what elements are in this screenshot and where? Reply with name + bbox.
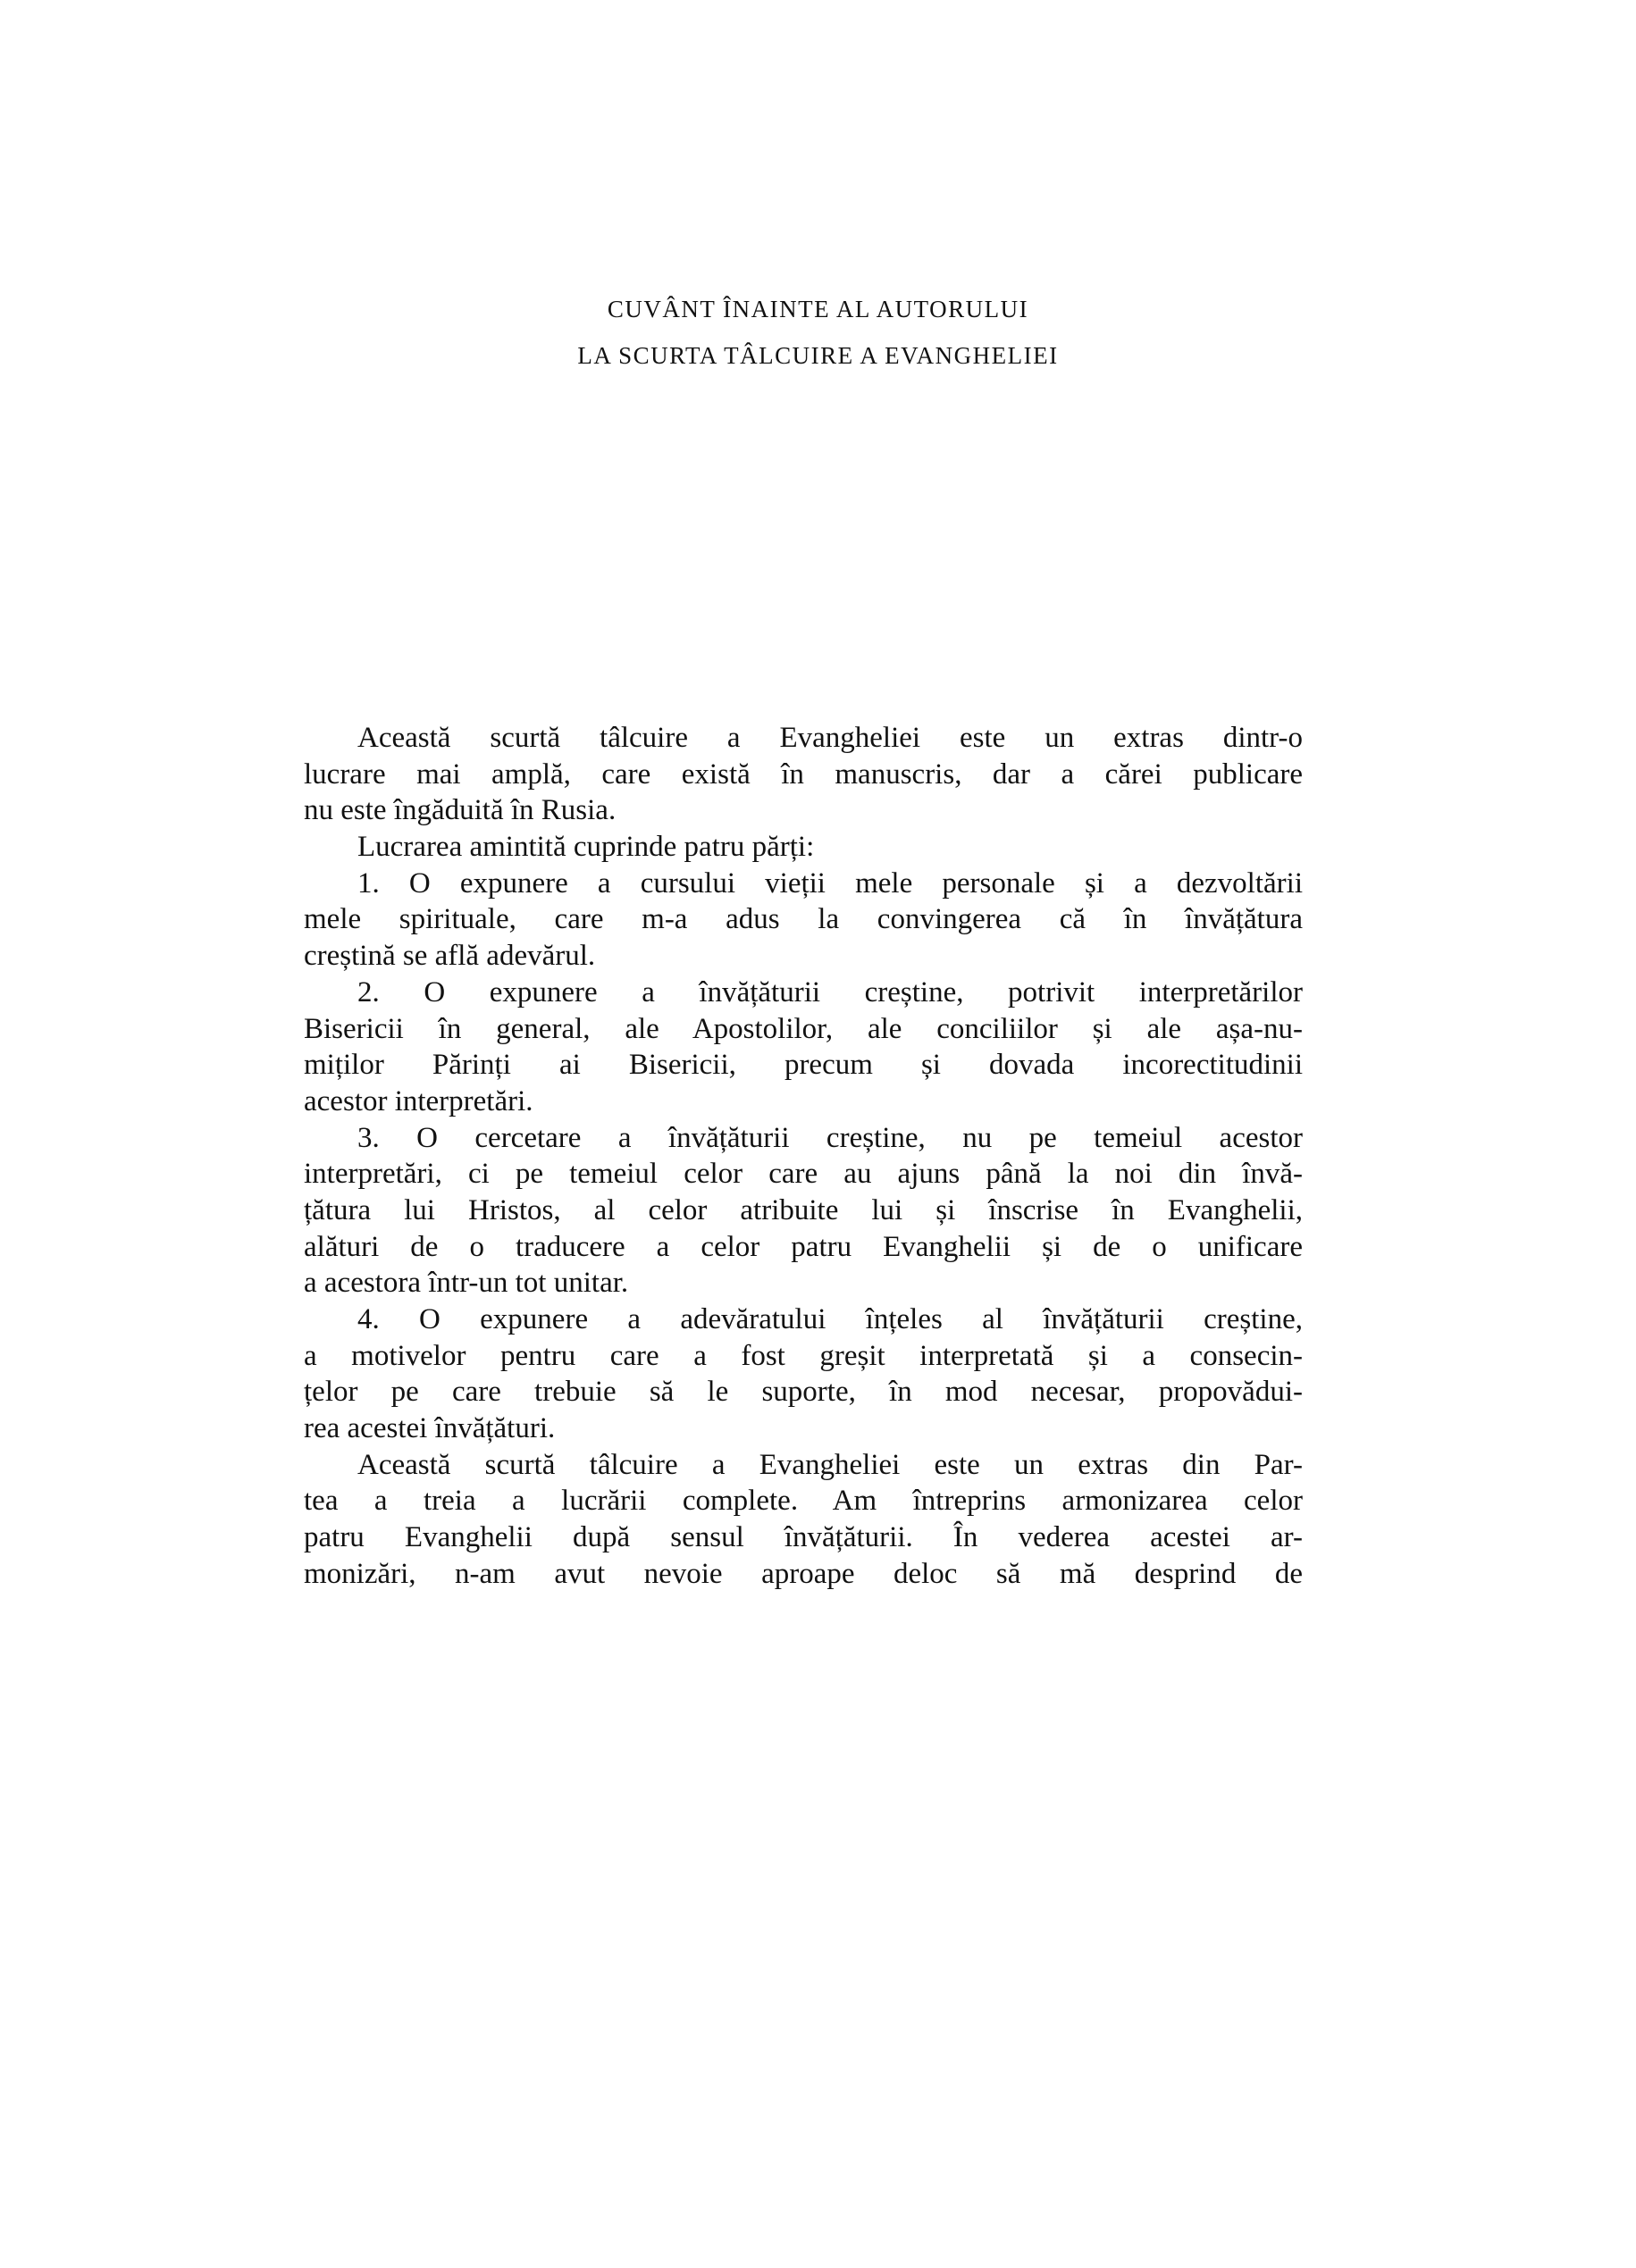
- text-line: 4. O expunere a adevăratului înțeles al învățăturii creștine,: [357, 1303, 1303, 1335]
- text-line: interpretări, ci pe temeiul celor care au ajuns până la noi din învă-: [304, 1158, 1303, 1191]
- text-line: tea a treia a lucrării complete. Am întreprins armonizarea celor: [304, 1485, 1303, 1518]
- text-line: țătura lui Hristos, al celor atribuite lui și înscrise în Evanghelii,: [304, 1193, 1303, 1226]
- paragraph: [304, 866, 1303, 975]
- text-line: Lucrarea amintită cuprinde patru părți:: [357, 831, 815, 864]
- text-line: țelor pe care trebuie să le suporte, în mod necesar, propovădui-: [304, 1376, 1303, 1409]
- text-line: monizări, n-am avut nevoie aproape deloc să mă desprind de: [304, 1557, 1303, 1590]
- chapter-title-line-2: LA SCURTA TÂLCUIRE A EVANGHELIEI: [577, 342, 1059, 369]
- paragraph: [304, 1301, 1303, 1447]
- paragraph: [304, 720, 1303, 829]
- text-line: a motivelor pentru care a fost greșit interpretată și a consecin-: [304, 1339, 1303, 1372]
- text-line: patru Evanghelii după sensul învățăturii. În vederea acestei ar-: [304, 1521, 1303, 1554]
- text-line: rea acestei învățături.: [304, 1412, 556, 1445]
- text-line: a acestora într-un tot unitar.: [304, 1267, 629, 1300]
- text-line: alături de o traducere a celor patru Evanghelii și de o unificare: [304, 1230, 1303, 1263]
- text-line: mele spirituale, care m-a adus la convingerea că în învățătura: [304, 903, 1303, 936]
- text-line: 1. O expunere a cursului vieții mele personale și a dezvoltării: [357, 866, 1303, 900]
- text-line: Această scurtă tâlcuire a Evangheliei este un extras din Par-: [357, 1448, 1303, 1481]
- text-line: acestor interpretări.: [304, 1084, 533, 1117]
- text-line: Această scurtă tâlcuire a Evangheliei este un extras dintr-o: [357, 722, 1303, 754]
- text-line: Bisericii în general, ale Apostolilor, ale conciliilor și ale așa-nu-: [304, 1012, 1303, 1045]
- text-line: lucrare mai amplă, care există în manuscris, dar a cărei publicare: [304, 757, 1303, 791]
- text-line: 2. O expunere a învățăturii creștine, potrivit interpretărilor: [357, 975, 1303, 1008]
- chapter-title: [0, 286, 1636, 379]
- text-line: miților Părinți ai Bisericii, precum și dovada incorectitudinii: [304, 1049, 1303, 1082]
- text-line: nu este îngăduită în Rusia.: [304, 794, 617, 827]
- paragraph: [304, 975, 1303, 1120]
- paragraph: [304, 829, 1303, 866]
- text-line: 3. O cercetare a învățăturii creștine, nu pe temeiul acestor: [357, 1121, 1303, 1154]
- text-line: creștină se află adevărul.: [304, 940, 596, 973]
- body-text: [304, 720, 1303, 1593]
- paragraph: [304, 1120, 1303, 1301]
- chapter-title-line-1: CUVÂNT ÎNAINTE AL AUTORULUI: [607, 296, 1029, 322]
- paragraph: [304, 1447, 1303, 1593]
